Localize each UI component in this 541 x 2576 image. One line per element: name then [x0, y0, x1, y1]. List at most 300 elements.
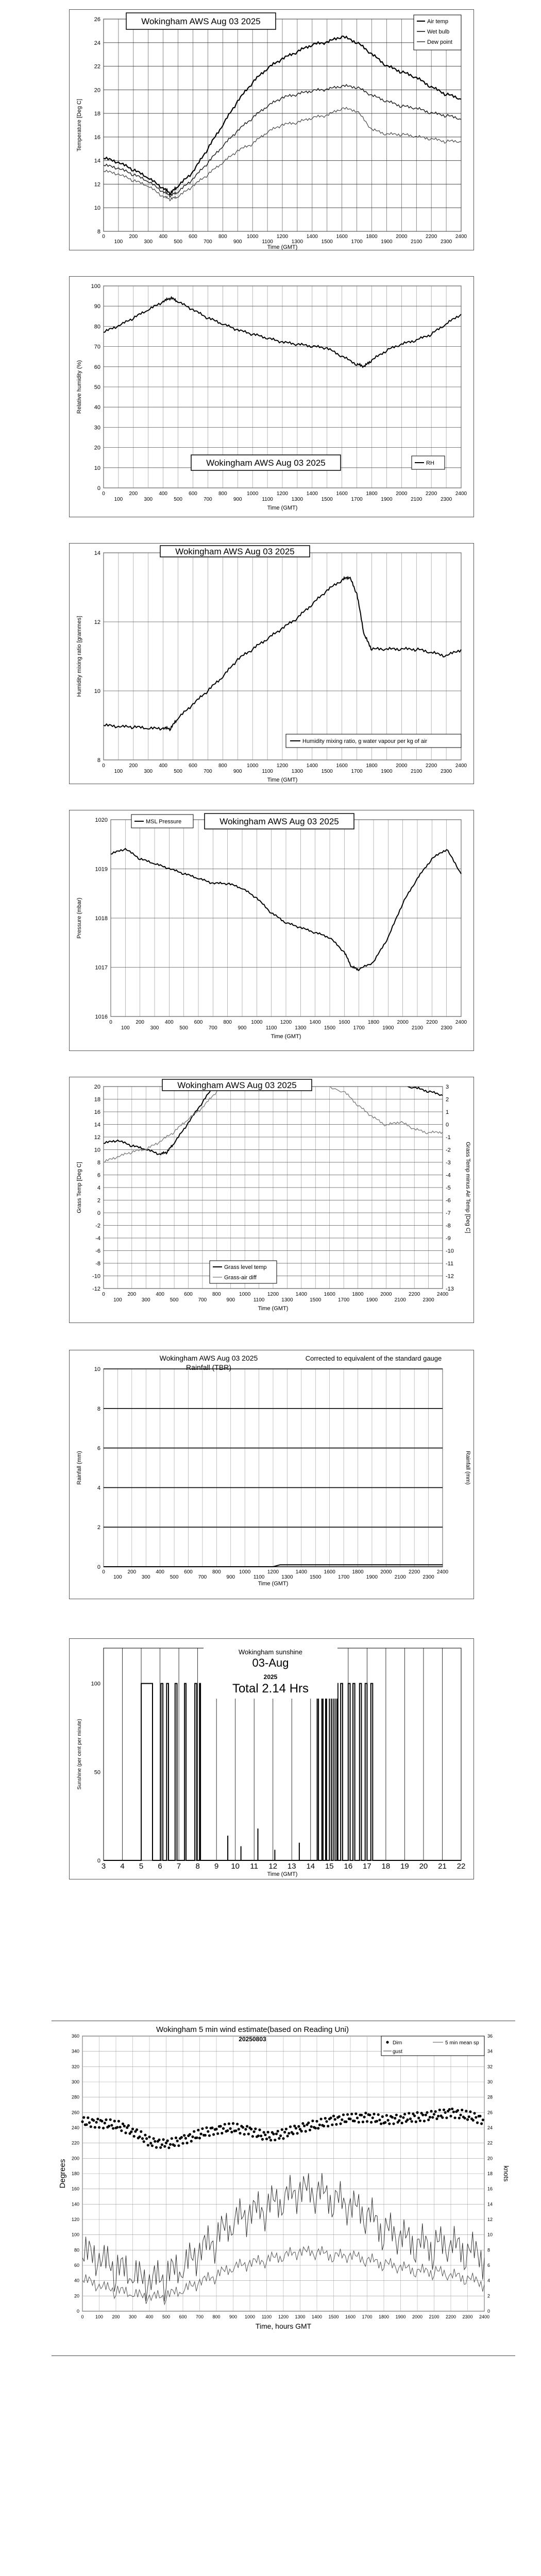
x-tick-label: 20: [419, 1862, 428, 1871]
x-tick-label: 200: [127, 1569, 137, 1575]
x-tick-label: 1200: [278, 2314, 289, 2319]
wind-direction-point: [204, 2134, 207, 2137]
wind-direction-point: [459, 2114, 462, 2116]
chart-title: Wokingham AWS Aug 03 2025: [206, 458, 326, 468]
wind-direction-point: [232, 2122, 234, 2125]
x-axis-label: Time (GMT): [267, 244, 298, 250]
wind-direction-point: [212, 2133, 215, 2136]
x-tick-label: 1800: [352, 1569, 364, 1575]
x-tick-label: 900: [229, 2314, 238, 2319]
x-tick-label: 1000: [247, 763, 259, 769]
wind-direction-point: [350, 2113, 353, 2115]
legend-label: Dirn: [393, 2040, 402, 2046]
wind-direction-point: [441, 2116, 444, 2119]
wind-direction-point: [138, 2136, 141, 2138]
y-tick-label: 260: [71, 2110, 79, 2115]
wind-direction-point: [175, 2137, 177, 2139]
x-tick-label: 300: [141, 1574, 150, 1580]
chart-title: Wokingham 5 min wind estimate(based on Reading Uni): [156, 2025, 349, 2034]
y-tick-label: 40: [74, 2278, 79, 2283]
wind-direction-point: [113, 2120, 116, 2122]
wind-direction-point: [230, 2131, 233, 2133]
sunshine-chart-svg: [70, 1639, 475, 1880]
x-tick-label: 400: [159, 491, 168, 497]
wind-direction-point: [368, 2114, 371, 2116]
x-tick-label: 1400: [306, 234, 318, 240]
x-tick-label: 2100: [394, 1297, 406, 1303]
chart-annotation: Corrected to equivalent of the standard gauge: [305, 1354, 442, 1362]
y-tick-label: 70: [94, 344, 100, 350]
wind-direction-point: [171, 2137, 173, 2140]
x-tick-label: 9: [214, 1862, 219, 1871]
wind-direction-point: [401, 2122, 403, 2124]
y2-axis-label: knots: [502, 2165, 510, 2182]
x-tick-label: 15: [325, 1862, 334, 1871]
y2-tick-label: -3: [446, 1160, 451, 1166]
x-tick-label: 200: [129, 491, 138, 497]
x-tick-label: 2100: [394, 1574, 406, 1580]
x-tick-label: 2200: [426, 1020, 438, 1025]
wind-direction-point: [437, 2115, 439, 2117]
y-tick-label: 16: [94, 1109, 100, 1115]
y-tick-label: -6: [95, 1248, 100, 1255]
wind-direction-point: [330, 2116, 332, 2119]
wind-direction-point: [140, 2130, 142, 2133]
temperature-chart: [69, 9, 474, 250]
wind-direction-point: [398, 2119, 400, 2122]
wind-direction-point: [360, 2114, 363, 2116]
y2-tick-label: 3: [446, 1084, 449, 1090]
y-tick-label: 100: [91, 283, 100, 290]
x-tick-label: 700: [204, 239, 212, 245]
wind-direction-point: [356, 2116, 359, 2119]
x-tick-label: 1900: [366, 1574, 378, 1580]
wind-direction-point: [380, 2123, 382, 2125]
y-axis-label: Temperature [Deg C]: [76, 98, 82, 152]
wind-direction-point: [247, 2132, 250, 2135]
wind-direction-point: [353, 2120, 356, 2122]
legend-label: Grass-air diff: [224, 1275, 257, 1281]
y-tick-label: 6: [97, 1172, 100, 1179]
wind-direction-point: [279, 2134, 282, 2137]
y-tick-label: 0: [76, 2309, 79, 2314]
x-tick-label: 600: [189, 234, 197, 240]
y-axis-label: Degrees: [58, 2159, 67, 2189]
y2-tick-label: -9: [446, 1235, 451, 1242]
x-tick-label: 1600: [336, 763, 348, 769]
wind-direction-point: [261, 2138, 264, 2141]
x-tick-label: 1500: [321, 769, 333, 774]
wind-direction-point: [253, 2130, 256, 2133]
y2-tick-label: 1: [446, 1109, 449, 1115]
x-tick-label: 1600: [339, 1020, 350, 1025]
y2-tick-label: 26: [487, 2110, 493, 2115]
wind-direction-point: [320, 2117, 323, 2120]
wind-direction-point: [476, 2122, 479, 2124]
x-tick-label: 200: [112, 2314, 120, 2319]
wind-direction-point: [250, 2128, 252, 2130]
x-tick-label: 0: [81, 2314, 84, 2319]
x-tick-label: 1900: [381, 239, 393, 245]
wind-direction-point: [289, 2125, 292, 2128]
x-tick-label: 1200: [276, 234, 289, 240]
wind-direction-point: [363, 2116, 366, 2119]
legend-label: gust: [393, 2049, 402, 2055]
x-tick-label: 13: [287, 1862, 296, 1871]
wind-direction-point: [88, 2121, 91, 2124]
wind-direction-point: [234, 2129, 237, 2132]
wind-direction-point: [90, 2125, 92, 2128]
x-tick-label: 900: [238, 1025, 247, 1031]
y-tick-label: 40: [94, 404, 100, 411]
wind-direction-point: [285, 2128, 288, 2130]
x-tick-label: 2400: [479, 2314, 490, 2319]
x-tick-label: 1800: [378, 2314, 390, 2319]
wind-direction-point: [228, 2123, 230, 2125]
wind-direction-point: [434, 2110, 437, 2113]
x-tick-label: 1500: [321, 497, 333, 502]
x-tick-label: 900: [233, 239, 242, 245]
chart-subtitle: 20250803: [239, 2036, 266, 2043]
wind-direction-point: [205, 2126, 208, 2129]
wind-direction-point: [464, 2117, 466, 2120]
y-tick-label: 50: [94, 1769, 100, 1776]
legend-label: Humidity mixing ratio, g water vapour per kg of air: [302, 738, 428, 744]
x-tick-label: 1400: [295, 1569, 307, 1575]
x-tick-label: 1900: [381, 497, 393, 502]
mixing-ratio-chart: [69, 543, 474, 784]
y2-tick-label: -12: [446, 1273, 454, 1280]
wind-direction-point: [167, 2146, 170, 2149]
y-tick-label: 1019: [95, 866, 108, 873]
x-tick-label: 1900: [395, 2314, 406, 2319]
y2-tick-label: 10: [487, 2232, 493, 2238]
wind-direction-point: [283, 2131, 286, 2133]
wind-direction-point: [153, 2137, 155, 2140]
x-tick-label: 1000: [247, 491, 259, 497]
x-tick-label: 1500: [324, 1025, 336, 1031]
x-axis-label: Time (GMT): [267, 1871, 298, 1877]
y-axis-label: Relative humidity (%): [76, 360, 82, 414]
y-tick-label: 240: [71, 2125, 79, 2130]
y-tick-label: 20: [94, 87, 100, 94]
x-tick-label: 500: [174, 769, 182, 774]
wind-direction-point: [479, 2115, 481, 2117]
wind-direction-point: [201, 2127, 204, 2130]
wind-direction-point: [315, 2120, 318, 2123]
wind-direction-point: [445, 2116, 448, 2119]
x-tick-label: 700: [198, 1297, 207, 1303]
x-tick-label: 2100: [411, 1025, 424, 1031]
wind-direction-point: [451, 2108, 453, 2110]
x-tick-label: 1600: [345, 2314, 356, 2319]
y-tick-label: 90: [94, 303, 100, 310]
y-tick-label: 80: [94, 324, 100, 330]
x-tick-label: 600: [189, 491, 197, 497]
y2-axis-label: Grass Temp minus Air Temp [Deg C]: [465, 1142, 471, 1233]
wind-direction-point: [264, 2133, 266, 2136]
x-tick-label: 2100: [411, 497, 422, 502]
wind-direction-point: [411, 2120, 413, 2123]
x-tick-label: 1100: [262, 239, 273, 245]
x-tick-label: 7: [176, 1862, 181, 1871]
wind-direction-point: [292, 2132, 294, 2135]
chart-title: Wokingham sunshine: [238, 1648, 303, 1656]
wind-direction-point: [388, 2123, 391, 2125]
y-tick-label: -8: [95, 1261, 100, 1267]
wind-direction-point: [275, 2132, 278, 2135]
x-tick-label: 500: [174, 497, 182, 502]
y-tick-label: 20: [74, 2293, 79, 2299]
y2-tick-label: -13: [446, 1286, 454, 1292]
mixing-ratio-chart-svg: [70, 544, 475, 785]
y-tick-label: 24: [94, 40, 100, 46]
x-tick-label: 500: [162, 2314, 171, 2319]
wind-direction-point: [158, 2139, 160, 2141]
y-tick-label: 12: [94, 181, 100, 188]
wind-direction-point: [136, 2128, 138, 2131]
wind-direction-point: [122, 2123, 124, 2125]
x-tick-label: 2300: [440, 497, 452, 502]
x-tick-label: 2000: [396, 491, 408, 497]
x-tick-label: 1500: [328, 2314, 339, 2319]
x-tick-label: 1800: [366, 491, 378, 497]
x-tick-label: 900: [233, 769, 242, 774]
wind-direction-point: [377, 2113, 380, 2116]
humidity-chart: [69, 276, 474, 517]
wind-direction-point: [413, 2114, 416, 2117]
x-tick-label: 800: [212, 2314, 221, 2319]
wind-direction-point: [116, 2126, 119, 2129]
wind-direction-point: [236, 2123, 239, 2125]
wind-direction-point: [165, 2142, 167, 2144]
x-tick-label: 2400: [436, 1292, 449, 1297]
wind-direction-point: [309, 2129, 311, 2131]
x-tick-label: 500: [174, 239, 182, 245]
x-tick-label: 1400: [295, 1292, 307, 1297]
x-tick-label: 1100: [265, 1025, 277, 1031]
wind-direction-point: [263, 2131, 265, 2133]
wind-chart: [52, 2023, 515, 2342]
x-tick-label: 100: [113, 1574, 122, 1580]
wind-direction-point: [161, 2143, 163, 2146]
x-tick-label: 100: [95, 2314, 104, 2319]
wind-direction-point: [472, 2119, 475, 2122]
legend-label: MSL Pressure: [146, 819, 182, 825]
x-tick-label: 18: [381, 1862, 391, 1871]
y2-tick-label: 18: [487, 2171, 493, 2176]
y-tick-label: 300: [71, 2079, 79, 2084]
wind-direction-point: [408, 2112, 410, 2114]
wind-direction-point: [295, 2127, 297, 2129]
y-tick-label: 12: [94, 619, 100, 625]
x-tick-label: 0: [102, 1569, 105, 1575]
wind-direction-point: [102, 2127, 105, 2129]
wind-direction-point: [100, 2120, 103, 2123]
x-tick-label: 2300: [422, 1574, 434, 1580]
wind-direction-point: [268, 2136, 270, 2139]
wind-direction-point: [147, 2144, 149, 2146]
x-tick-label: 1800: [366, 763, 378, 769]
x-tick-label: 800: [212, 1292, 221, 1297]
x-tick-label: 0: [102, 491, 105, 497]
y2-tick-label: -11: [446, 1261, 454, 1267]
wind-direction-point: [92, 2119, 95, 2122]
wind-direction-point: [349, 2117, 351, 2120]
x-tick-label: 100: [121, 1025, 130, 1031]
wind-direction-point: [130, 2130, 132, 2133]
wind-direction-point: [421, 2114, 424, 2116]
wind-direction-point: [395, 2114, 398, 2116]
x-tick-label: 2100: [429, 2314, 439, 2319]
y-tick-label: 30: [94, 425, 100, 431]
wind-direction-point: [244, 2128, 247, 2130]
y-tick-label: 1016: [95, 1014, 108, 1020]
y-tick-label: -4: [95, 1235, 100, 1242]
wind-direction-point: [423, 2120, 426, 2122]
y-tick-label: 100: [71, 2232, 79, 2238]
wind-direction-point: [196, 2137, 198, 2139]
wind-direction-point: [98, 2126, 100, 2129]
x-tick-label: 2200: [445, 2314, 457, 2319]
rainfall-chart: [69, 1350, 474, 1599]
wind-direction-point: [334, 2118, 336, 2121]
y-tick-label: 50: [94, 384, 100, 391]
wind-direction-point: [327, 2125, 329, 2127]
y-tick-label: 16: [94, 134, 100, 141]
y-tick-label: 360: [71, 2033, 79, 2039]
x-tick-label: 2300: [441, 1025, 452, 1031]
wind-direction-point: [216, 2132, 219, 2135]
x-tick-label: 600: [189, 763, 197, 769]
x-tick-label: 1900: [366, 1297, 378, 1303]
chart-title: Wokingham AWS Aug 03 2025: [219, 817, 339, 826]
x-tick-label: 1000: [247, 234, 259, 240]
y2-tick-label: 12: [487, 2217, 493, 2222]
wind-direction-point: [310, 2125, 313, 2128]
wind-direction-point: [425, 2114, 427, 2116]
wind-direction-point: [207, 2130, 209, 2133]
wind-direction-point: [200, 2132, 202, 2135]
x-tick-label: 2000: [380, 1292, 392, 1297]
wind-direction-point: [151, 2144, 154, 2147]
wind-direction-point: [105, 2119, 107, 2121]
y-tick-label: 340: [71, 2048, 79, 2054]
wind-direction-point: [257, 2134, 260, 2137]
wind-direction-point: [281, 2128, 283, 2131]
wind-direction-point: [307, 2122, 310, 2124]
wind-direction-point: [468, 2115, 470, 2118]
x-axis-label: Time (GMT): [267, 505, 298, 511]
y-tick-label: 220: [71, 2140, 79, 2146]
x-tick-label: 2300: [440, 769, 452, 774]
y2-tick-label: 2: [446, 1096, 449, 1103]
wind-direction-point: [94, 2126, 96, 2129]
y-tick-label: 22: [94, 63, 100, 70]
legend-label: Wet bulb: [427, 29, 450, 35]
wind-direction-point: [243, 2133, 246, 2136]
wind-direction-point: [303, 2125, 306, 2127]
chart-title: Wokingham AWS Aug 03 2025: [141, 16, 261, 26]
wind-direction-point: [438, 2109, 441, 2111]
wind-direction-point: [430, 2110, 433, 2112]
chart-title: Wokingham AWS Aug 03 2025: [175, 547, 295, 556]
wind-direction-point: [254, 2127, 257, 2130]
x-tick-label: 12: [268, 1862, 278, 1871]
wind-direction-point: [127, 2124, 130, 2127]
x-tick-label: 800: [218, 763, 227, 769]
wind-direction-point: [402, 2116, 404, 2119]
wind-direction-point: [144, 2134, 146, 2137]
legend-label: Grass level temp: [224, 1264, 267, 1270]
x-tick-label: 8: [195, 1862, 200, 1871]
x-tick-label: 200: [127, 1292, 137, 1297]
wind-direction-point: [108, 2125, 110, 2127]
x-tick-label: 300: [144, 497, 153, 502]
wind-direction-point: [229, 2127, 232, 2130]
wind-direction-point: [409, 2117, 412, 2120]
wind-direction-point: [282, 2137, 284, 2140]
x-tick-label: 1700: [353, 1025, 365, 1031]
humidity-chart-svg: [70, 277, 475, 518]
wind-direction-point: [163, 2145, 166, 2148]
wind-direction-point: [191, 2136, 194, 2138]
x-tick-label: 0: [102, 763, 105, 769]
wind-direction-point: [417, 2116, 420, 2119]
wind-direction-point: [143, 2140, 145, 2143]
y-tick-label: 60: [94, 364, 100, 370]
rainfall-chart-svg: [70, 1350, 475, 1600]
wind-direction-point: [96, 2117, 99, 2120]
x-tick-label: 1300: [295, 1025, 307, 1031]
divider-bottom: [52, 2355, 515, 2356]
x-tick-label: 400: [156, 1292, 165, 1297]
y-tick-label: 60: [74, 2263, 79, 2268]
wind-direction-point: [190, 2140, 193, 2142]
x-tick-label: 800: [223, 1020, 232, 1025]
y-tick-label: 2: [97, 1197, 100, 1204]
x-tick-label: 600: [184, 1569, 193, 1575]
x-tick-label: 500: [179, 1025, 189, 1031]
x-tick-label: 19: [400, 1862, 409, 1871]
x-tick-label: 1100: [262, 497, 273, 502]
y-tick-label: 6: [97, 1445, 100, 1452]
y2-tick-label: -4: [446, 1172, 451, 1179]
x-tick-label: 400: [164, 1020, 174, 1025]
wind-direction-point: [416, 2111, 418, 2114]
x-axis-label: Time (GMT): [267, 777, 298, 783]
y2-tick-label: -7: [446, 1210, 451, 1216]
x-tick-label: 2100: [411, 769, 422, 774]
wind-direction-point: [260, 2134, 262, 2137]
y-tick-label: 1020: [95, 817, 108, 823]
wind-direction-point: [345, 2121, 347, 2123]
x-tick-label: 1000: [251, 1020, 263, 1025]
x-tick-label: 2300: [440, 239, 452, 245]
wind-direction-point: [86, 2123, 88, 2126]
wind-direction-point: [435, 2117, 438, 2120]
wind-direction-point: [362, 2121, 364, 2123]
x-tick-label: 700: [204, 769, 212, 774]
wind-direction-point: [119, 2126, 122, 2128]
wind-direction-point: [148, 2136, 150, 2138]
wind-direction-point: [296, 2132, 299, 2134]
y2-tick-label: 8: [487, 2247, 491, 2253]
wind-direction-point: [149, 2142, 152, 2144]
wind-direction-point: [358, 2121, 360, 2124]
chart-subtitle: 03-Aug: [252, 1656, 289, 1669]
wind-direction-point: [373, 2113, 375, 2115]
